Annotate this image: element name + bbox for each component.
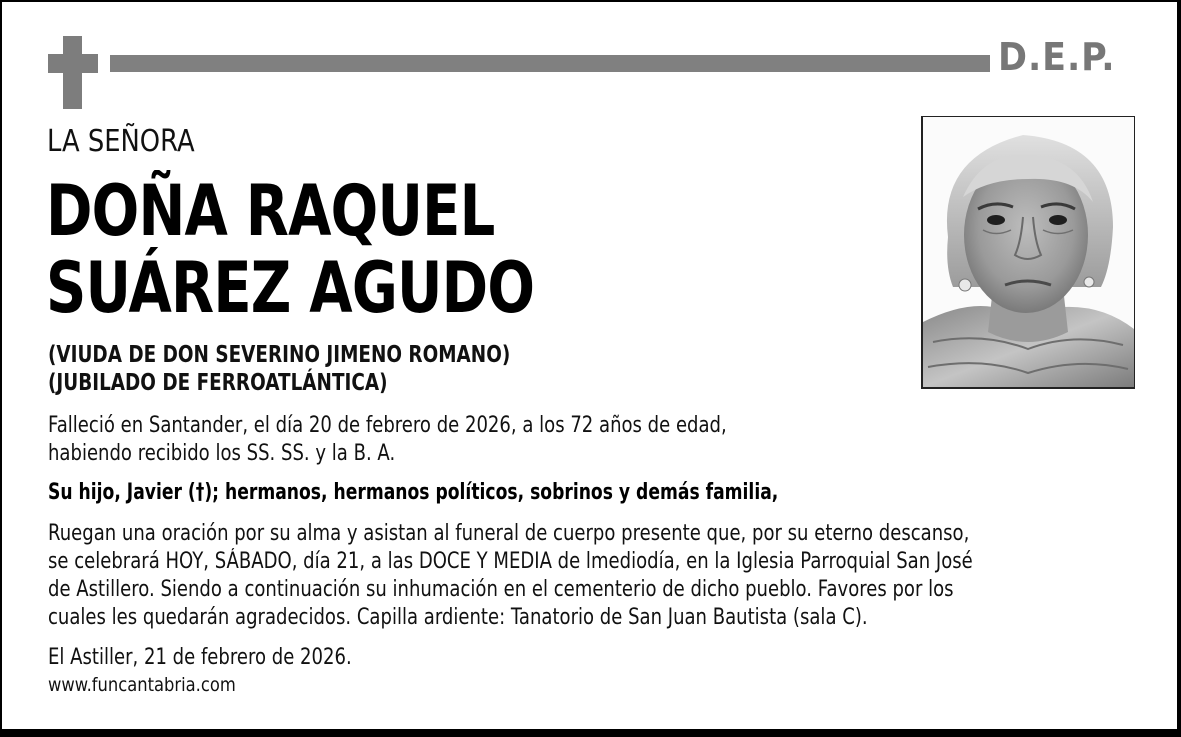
- website-link[interactable]: www.funcantabria.com: [48, 674, 236, 696]
- death-notice-line2: habiendo recibido los SS. SS. y la B. A.: [48, 441, 396, 466]
- occupation-subtitle: (JUBILADO DE FERROATLÁNTICA): [48, 370, 388, 396]
- place-date: El Astiller, 21 de febrero de 2026.: [48, 645, 352, 670]
- death-notice-line1: Falleció en Santander, el día 20 de febrero de 2026, a los 72 años de edad,: [48, 413, 727, 438]
- dep-label: D.E.P.: [998, 35, 1116, 79]
- cross-horizontal-bar: [48, 54, 98, 73]
- honorific-title: LA SEÑORA: [47, 124, 195, 159]
- deceased-photo: [921, 116, 1135, 389]
- funeral-line: cuales les quedarán agradecidos. Capilla ardiente: Tanatorio de San Juan Bautista (sala C).: [48, 605, 868, 630]
- funeral-line: se celebrará HOY, SÁBADO, día 21, a las DOCE Y MEDIA de lmediodía, en la Iglesia Parroquial San José: [48, 549, 973, 574]
- portrait-image: [923, 117, 1134, 387]
- funeral-line: de Astillero. Siendo a continuación su inhumación en el cementerio de dicho pueblo. Favores por los: [48, 577, 954, 602]
- deceased-name-line2: SUÁREZ AGUDO: [46, 247, 535, 329]
- family-line: Su hijo, Javier (†); hermanos, hermanos políticos, sobrinos y demás familia,: [48, 480, 779, 505]
- obituary-card: [2, 2, 1177, 729]
- deceased-name-line1: DOÑA RAQUEL: [46, 170, 495, 252]
- funeral-line: Ruegan una oración por su alma y asistan al funeral de cuerpo presente que, por su eterno descanso,: [48, 521, 970, 546]
- widow-of-subtitle: (VIUDA DE DON SEVERINO JIMENO ROMANO): [48, 342, 511, 368]
- header-rule: [110, 55, 990, 72]
